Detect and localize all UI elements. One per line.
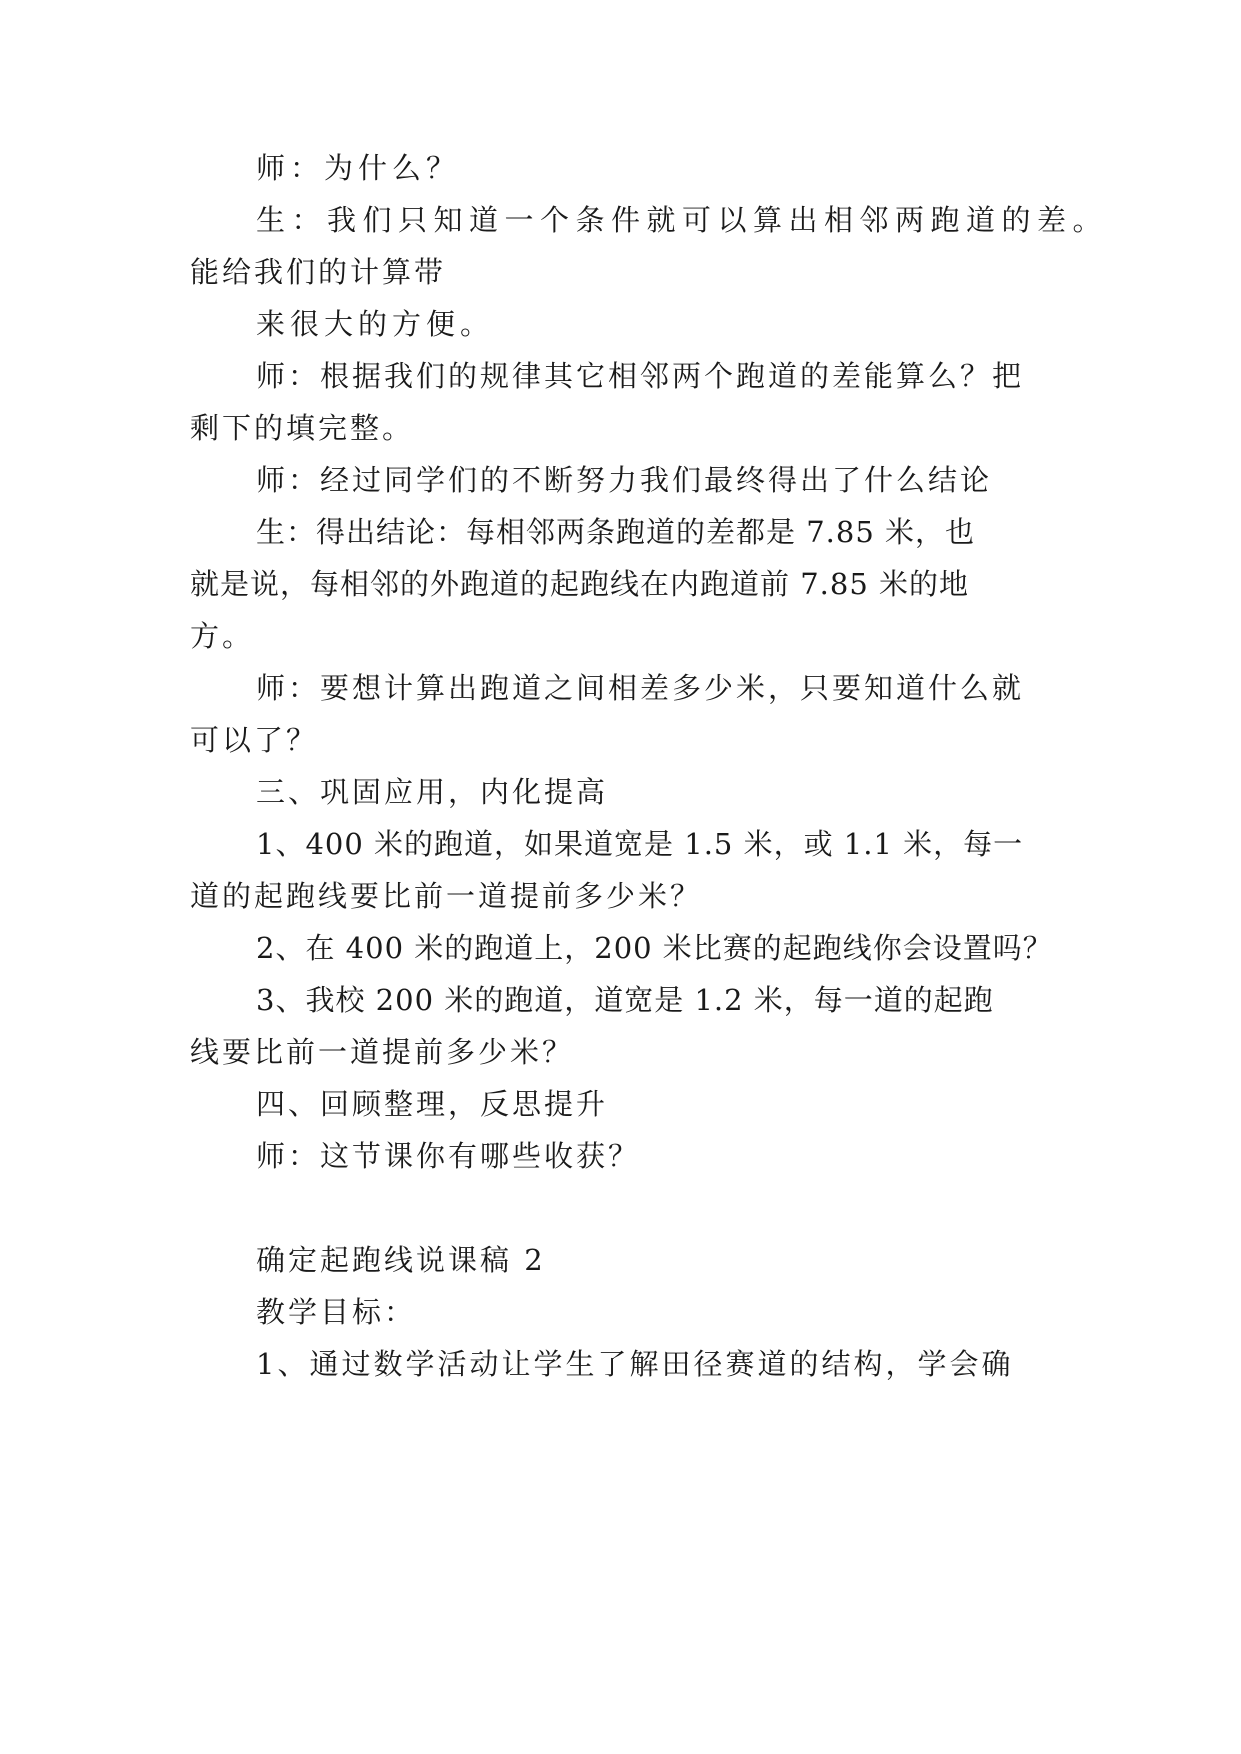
paragraph-line: 线要比前一道提前多少米？ <box>190 1035 575 1069</box>
paragraph-line: 可以了？ <box>190 723 319 757</box>
paragraph-line: 师：为什么？ <box>256 151 461 185</box>
section-heading: 三、巩固应用，内化提高 <box>256 775 609 809</box>
paragraph-line: 方。 <box>190 619 255 653</box>
paragraph-line: 能给我们的计算带 <box>190 255 447 289</box>
paragraph-line: 道的起跑线要比前一道提前多少米？ <box>190 879 703 913</box>
subheading: 教学目标： <box>256 1295 417 1329</box>
paragraph-line: 师：经过同学们的不断努力我们最终得出了什么结论 <box>256 463 993 497</box>
paragraph-line: 师：根据我们的规律其它相邻两个跑道的差能算么？把 <box>256 359 1025 393</box>
paragraph-line: 就是说，每相邻的外跑道的起跑线在内跑道前 7.85 米的地 <box>190 567 970 601</box>
paragraph-line: 师：这节课你有哪些收获？ <box>256 1139 641 1173</box>
paragraph-line: 剩下的填完整。 <box>190 411 415 445</box>
paragraph-line: 师：要想计算出跑道之间相差多少米，只要知道什么就 <box>256 671 1025 705</box>
paragraph-line: 生：我们只知道一个条件就可以算出相邻两跑道的差。 <box>256 203 1109 237</box>
paragraph-line: 1、通过数学活动让学生了解田径赛道的结构，学会确 <box>256 1347 1014 1381</box>
exercise-item: 3、我校 200 米的跑道，道宽是 1.2 米，每一道的起跑 <box>256 983 994 1017</box>
document-title: 确定起跑线说课稿 2 <box>256 1243 546 1277</box>
exercise-item: 1、400 米的跑道，如果道宽是 1.5 米，或 1.1 米，每一 <box>256 827 1024 861</box>
exercise-item: 2、在 400 米的跑道上，200 米比赛的起跑线你会设置吗？ <box>256 931 1053 965</box>
section-heading: 四、回顾整理，反思提升 <box>256 1087 609 1121</box>
paragraph-line: 生：得出结论：每相邻两条跑道的差都是 7.85 米，也 <box>256 515 976 549</box>
paragraph-line: 来很大的方便。 <box>256 307 495 341</box>
